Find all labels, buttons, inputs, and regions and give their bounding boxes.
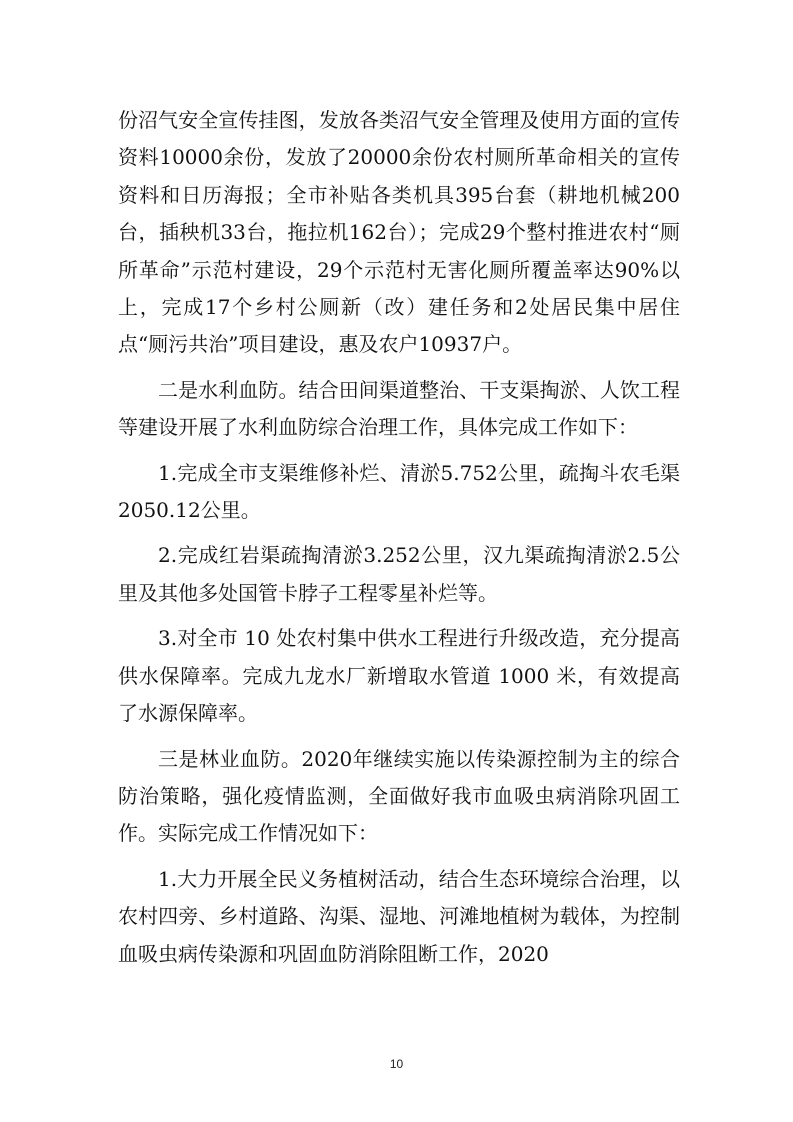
list-item-water-2: 2.完成红岩渠疏掏清淤3.252公里，汉九渠疏掏清淤2.5公里及其他多处国管卡脖子工程零星补烂等。 [118, 543, 680, 605]
list-item-water-1: 1.完成全市支渠维修补烂、清淤5.752公里，疏掏斗农毛渠2050.12公里。 [118, 460, 680, 523]
list-item-water-3: 3.对全市 10 处农村集中供水工程进行升级改造，充分提高供水保障率。完成九龙水厂新增取水管道 1000 米，有效提高了水源保障率。 [118, 626, 680, 726]
page-number: 10 [389, 1057, 404, 1071]
paragraph-water-conservancy: 二是水利血防。结合田间渠道整治、干支渠掏淤、人饮工程等建设开展了水利血防综合治理工作，具体完成工作如下： [118, 377, 680, 440]
paragraph-forestry: 三是林业血防。2020年继续实施以传染源控制为主的综合防治策略，强化疫情监测，全面做好我市血吸虫病消除巩固工作。实际完成工作情况如下： [118, 746, 680, 846]
list-item-forestry-1: 1.大力开展全民义务植树活动，结合生态环境综合治理，以农村四旁、乡村道路、沟渠、湿地、河滩地植树为载体，为控制血吸虫病传染源和巩固血防消除阻断工作，2020 [118, 866, 680, 966]
paragraph-continued: 份沼气安全宣传挂图，发放各类沼气安全管理及使用方面的宣传资料10000余份，发放了20000余份农村厕所革命相关的宣传资料和日历海报；全市补贴各类机具395台套（耕地机械200台，插秧机33台，拖拉机162台）；完成29个整村推进农村“厕所革命”示范村建设，29个示范村无害化厕所覆盖率达90%以上，完成17个乡村公厕新（改）建任务和2处居民集中居住点“厕污共治”项目建设，惠及农户10937户。 [118, 108, 680, 357]
document-body [118, 102, 680, 973]
